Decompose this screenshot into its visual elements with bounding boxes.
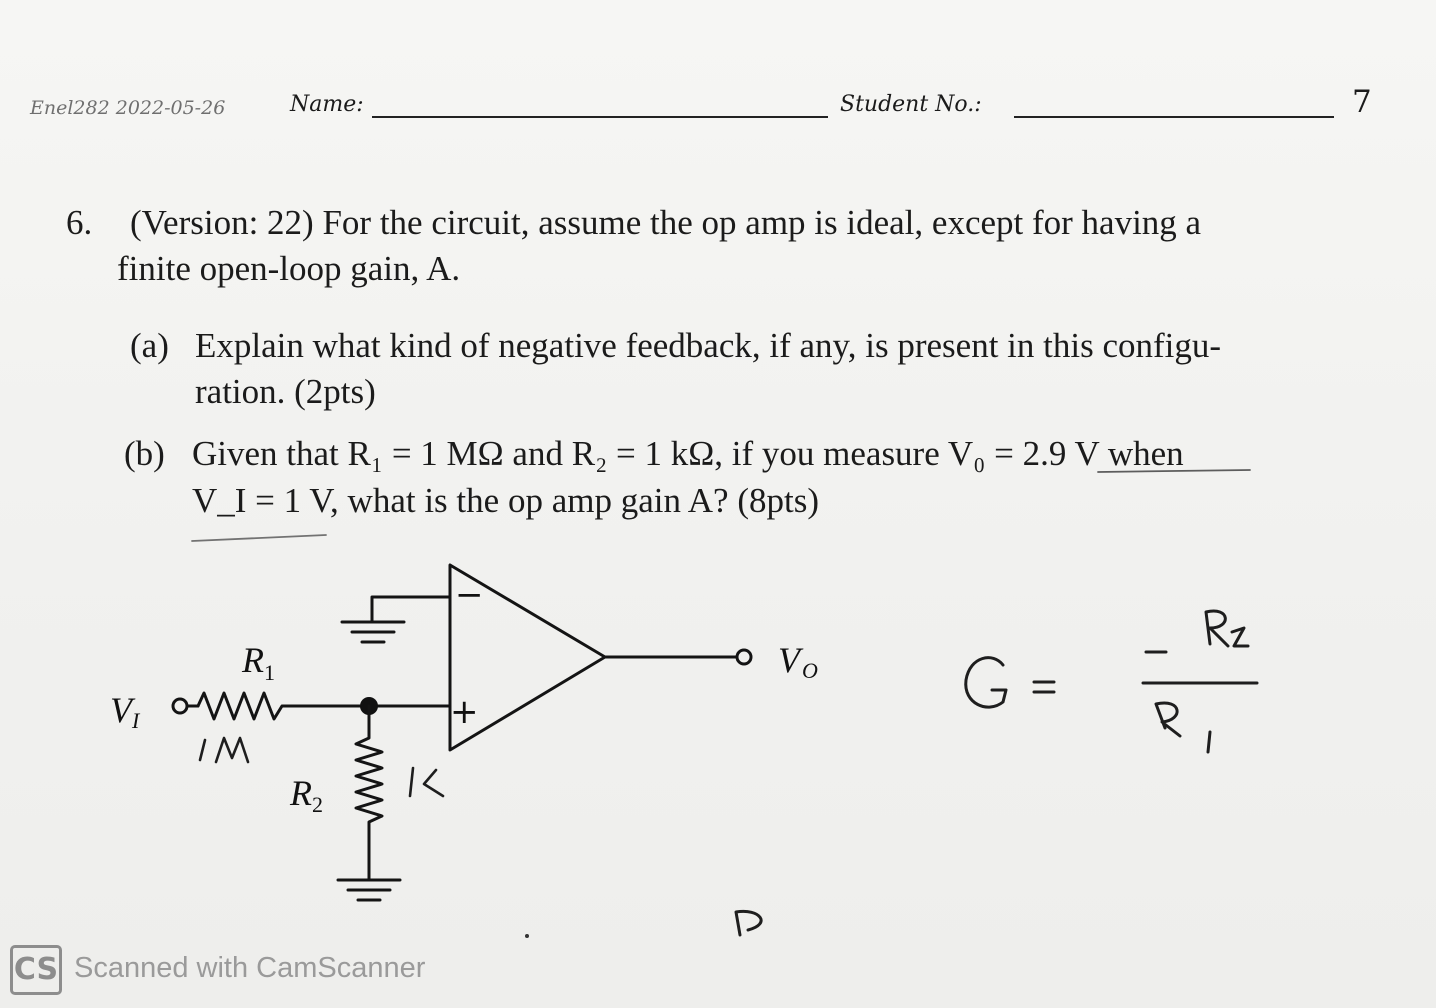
r1-sub: 1 [264,660,275,685]
output-label: V [778,640,800,680]
output-terminal [737,650,751,664]
r1-value-handwriting [200,738,248,762]
gain-r1-handwriting [1156,703,1210,752]
opamp-minus: − [455,575,484,615]
part-a-label: (a) [130,326,169,365]
opamp-plus: + [450,692,479,732]
stray-dot [525,934,529,938]
stray-mark [736,911,761,935]
question-line-1: (Version: 22) For the circuit, assume the op amp is ideal, except for having a [130,203,1202,242]
input-label: V [110,690,132,730]
resistor-r2 [356,706,382,880]
question-line-2: finite open-loop gain, A. [117,249,461,288]
part-b-line-1: Given that R₁ = 1 MΩ and R₂ = 1 kΩ, if you measure V₀ = 2.9 V when [192,434,1184,473]
student-no-label: Student No.: [840,92,982,117]
wire-minus-to-ground [372,597,450,622]
camscanner-text: Scanned with CamScanner [74,952,426,984]
camscanner-logo: CS [10,945,62,995]
r2-label: R [290,773,312,813]
output-sub: O [802,658,818,683]
part-b-line-2: V_I = 1 V, what is the op amp gain A? (8pts) [192,481,819,520]
gain-equals-handwriting [1034,682,1054,692]
input-sub: I [132,708,140,733]
r1-label: R [242,640,264,680]
part-a-line-1: Explain what kind of negative feedback, if any, is present in this configu- [195,326,1222,365]
resistor-r1 [198,693,292,719]
gain-r2-handwriting [1206,611,1248,646]
gain-g-handwriting [966,658,1006,707]
question-number: 6. [66,203,93,242]
part-a-line-2: ration. (2pts) [195,372,376,411]
ground-top [342,622,404,642]
underline-vi [192,535,326,541]
r2-sub: 2 [312,792,323,817]
input-terminal [173,699,187,713]
name-label: Name: [290,92,364,117]
ground-bottom [338,880,400,900]
r2-value-handwriting [410,768,443,796]
underline-vo [1098,470,1250,472]
course-date: Enel282 2022-05-26 [30,97,226,119]
page-number: 7 [1352,84,1372,120]
part-b-label: (b) [124,434,165,473]
